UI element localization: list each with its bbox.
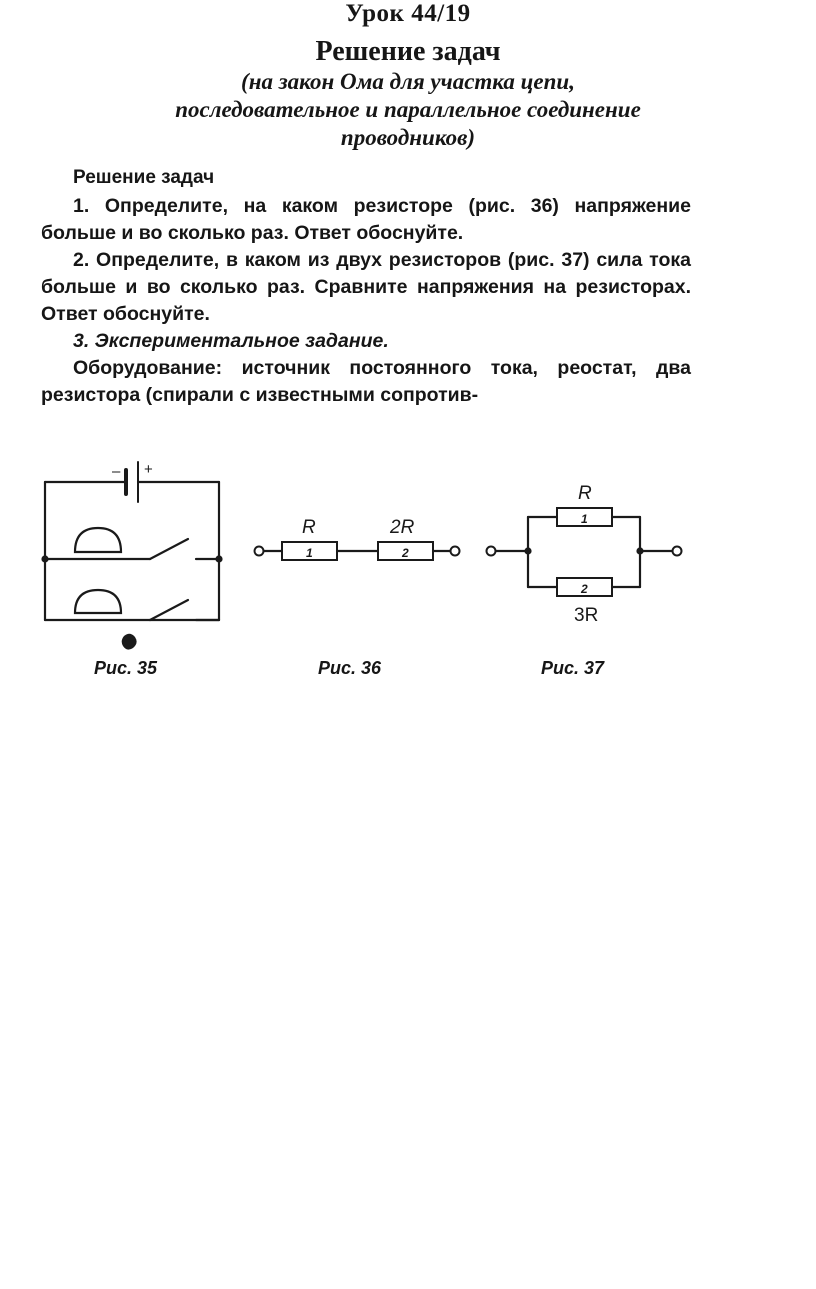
fig36-r1-number: 1 bbox=[306, 546, 313, 560]
bell-icon bbox=[75, 528, 121, 552]
battery-plus-label: + bbox=[144, 461, 153, 478]
junction-dot bbox=[41, 555, 48, 562]
task-3: 3. Экспериментальное задание. bbox=[73, 330, 389, 352]
page-subtitle bbox=[40, 68, 776, 152]
fig36-circuit bbox=[255, 542, 460, 560]
fig36-r2-number: 2 bbox=[402, 546, 409, 560]
terminal bbox=[487, 547, 496, 556]
fig37-r2-label: 3R bbox=[574, 605, 599, 626]
page-title: Решение задач bbox=[315, 36, 501, 67]
switch-blade bbox=[150, 539, 188, 559]
subtitle-line: последовательное и параллельное соединение bbox=[175, 97, 641, 122]
terminal bbox=[673, 547, 682, 556]
junction-dot bbox=[636, 547, 643, 554]
section-heading: Решение задач bbox=[73, 167, 215, 188]
terminal bbox=[255, 547, 264, 556]
junction-dot bbox=[215, 555, 222, 562]
lesson-number: Урок 44/19 bbox=[345, 0, 471, 27]
tasks-text bbox=[41, 193, 691, 409]
junction-dot bbox=[524, 547, 531, 554]
task-1: 1. Определите, на каком резисторе (рис. 36) напряжение больше и во сколько раз. Ответ обоснуйте. bbox=[41, 195, 691, 244]
ink-blot bbox=[122, 634, 137, 650]
fig36-r2-label: 2R bbox=[390, 517, 415, 538]
task-2: 2. Определите, в каком из двух резисторов (рис. 37) сила тока больше и во сколько раз. Сравните напряжения на резисторах. Ответ обоснуйте. bbox=[41, 249, 691, 325]
fig35-caption: Рис. 35 bbox=[94, 658, 158, 678]
fig37-caption: Рис. 37 bbox=[541, 658, 605, 678]
fig37-r2-number: 2 bbox=[581, 582, 588, 596]
battery-minus-label: – bbox=[112, 463, 121, 480]
fig37-r1-label: R bbox=[578, 483, 592, 504]
fig37-r1-number: 1 bbox=[581, 512, 588, 526]
terminal bbox=[451, 547, 460, 556]
bell-icon bbox=[75, 590, 121, 613]
fig36-caption: Рис. 36 bbox=[318, 658, 382, 678]
subtitle-line: проводников) bbox=[340, 125, 476, 150]
figures bbox=[0, 450, 816, 650]
equipment-text: Оборудование: источник постоянного тока, реостат, два резистора (спирали с известными сопротив- bbox=[41, 357, 691, 406]
fig36-r1-label: R bbox=[302, 517, 316, 538]
fig35-circuit bbox=[45, 462, 219, 620]
switch-blade bbox=[150, 600, 188, 620]
subtitle-line: (на закон Ома для участка цепи, bbox=[241, 69, 575, 94]
